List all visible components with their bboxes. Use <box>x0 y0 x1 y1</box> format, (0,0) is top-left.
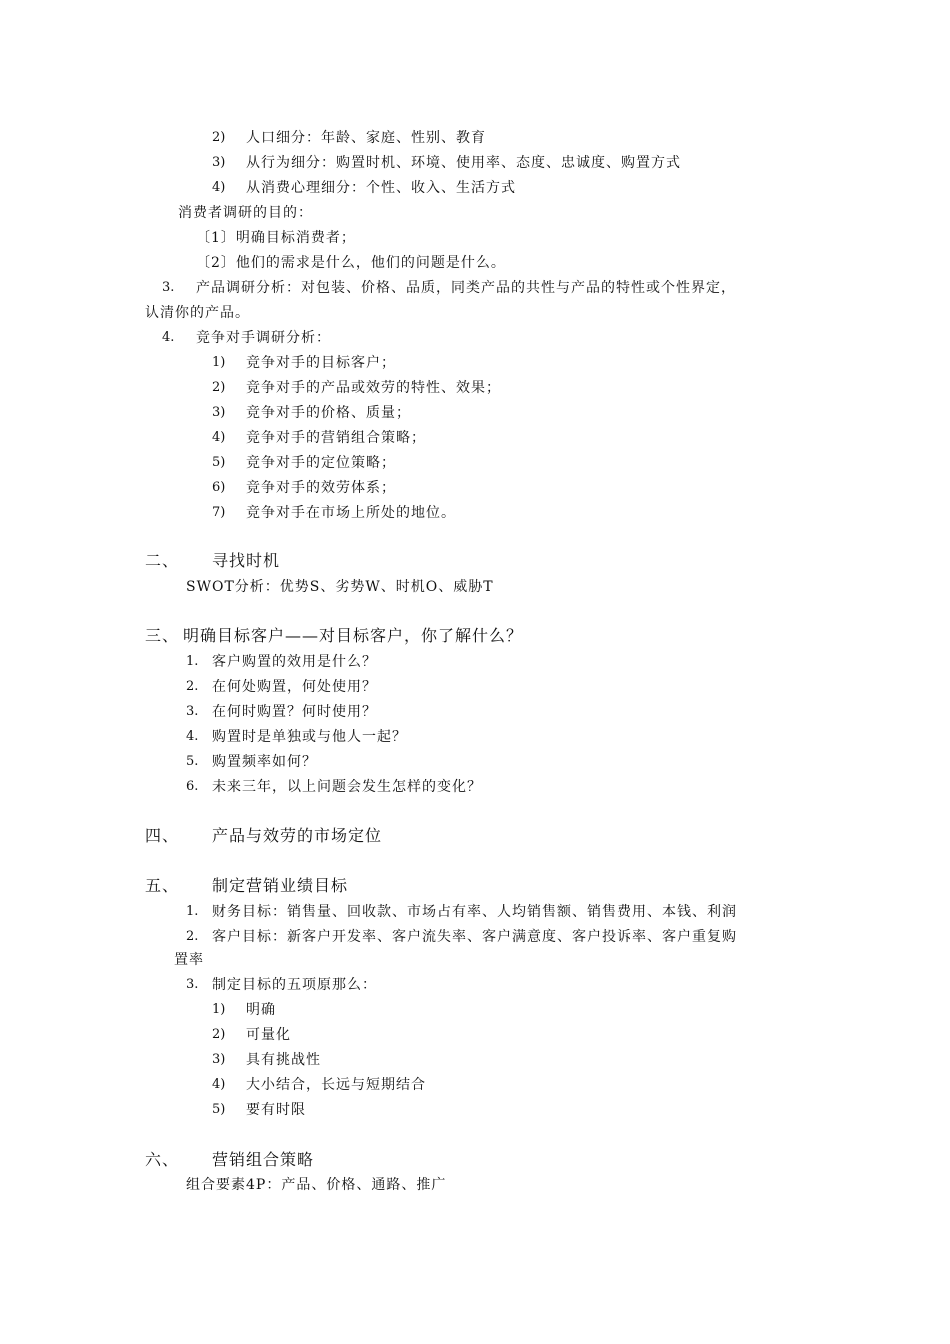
list-item: 竞争对手的定位策略； <box>246 455 396 471</box>
list-number: 4) <box>212 180 226 195</box>
list-item: 购置时是单独或与他人一起？ <box>212 729 407 745</box>
list-number: 7) <box>212 505 226 520</box>
list-number: 6) <box>212 480 226 495</box>
list-item: 竞争对手的效劳体系； <box>246 480 396 496</box>
section-number: 四、 <box>145 826 180 845</box>
list-number: 3. <box>162 280 175 295</box>
list-item: 大小结合，长远与短期结合 <box>246 1077 426 1093</box>
section-number: 二、 <box>145 551 180 570</box>
list-number: 1. <box>186 654 199 669</box>
list-number: 2) <box>212 1027 226 1042</box>
list-number: 5) <box>212 455 226 470</box>
list-number: 3) <box>212 1052 226 1067</box>
customer-goal: 客户目标：新客户开发率、客户流失率、客户满意度、客户投诉率、客户重复购 <box>212 929 737 945</box>
goal-principles-heading: 制定目标的五项原那么： <box>212 977 377 993</box>
list-number: 3. <box>186 704 199 719</box>
list-number: 4. <box>186 729 199 744</box>
list-number: 6. <box>186 779 199 794</box>
product-research-text-cont: 认清你的产品。 <box>145 305 250 321</box>
list-item: 在何处购置，何处使用？ <box>212 679 377 695</box>
list-item: 竞争对手的产品或效劳的特性、效果； <box>246 380 501 396</box>
list-item: 客户购置的效用是什么？ <box>212 654 377 670</box>
consumer-purpose-item: 〔1〕明确目标消费者； <box>196 230 356 246</box>
section-title: 明确目标客户——对目标客户，你了解什么？ <box>183 626 524 645</box>
section-title: 产品与效劳的市场定位 <box>212 826 383 845</box>
list-number: 1) <box>212 355 226 370</box>
list-item: 从行为细分：购置时机、环境、使用率、态度、忠诚度、购置方式 <box>246 155 681 171</box>
list-item: 人口细分：年龄、家庭、性别、教育 <box>246 130 486 146</box>
list-number: 4. <box>162 330 175 345</box>
list-number: 4) <box>212 430 226 445</box>
list-item: 未来三年，以上问题会发生怎样的变化？ <box>212 779 482 795</box>
list-number: 3) <box>212 155 226 170</box>
section-title: 营销组合策略 <box>212 1150 315 1169</box>
list-item: 竞争对手的目标客户； <box>246 355 396 371</box>
list-number: 3) <box>212 405 226 420</box>
list-item: 明确 <box>246 1002 276 1018</box>
list-number: 2) <box>212 380 226 395</box>
consumer-purpose-heading: 消费者调研的目的： <box>178 205 313 221</box>
customer-goal-cont: 置率 <box>174 952 204 968</box>
section-title: 寻找时机 <box>212 551 281 570</box>
list-number: 2) <box>212 130 226 145</box>
list-number: 3. <box>186 977 199 992</box>
list-number: 2. <box>186 929 199 944</box>
list-number: 4) <box>212 1077 226 1092</box>
section-number: 五、 <box>145 876 180 895</box>
product-research-text: 产品调研分析：对包装、价格、品质，同类产品的共性与产品的特性或个性界定， <box>196 280 736 296</box>
swot-text: SWOT分析：优势S、劣势W、时机O、威胁T <box>186 579 494 595</box>
list-item: 在何时购置？何时使用？ <box>212 704 377 720</box>
list-number: 1) <box>212 1002 226 1017</box>
list-item: 购置频率如何？ <box>212 754 317 770</box>
competitor-research-heading: 竞争对手调研分析： <box>196 330 331 346</box>
list-item: 竞争对手在市场上所处的地位。 <box>246 505 456 521</box>
list-number: 5) <box>212 1102 226 1117</box>
list-item: 具有挑战性 <box>246 1052 321 1068</box>
section-number: 三、 <box>145 626 180 645</box>
list-number: 2. <box>186 679 199 694</box>
list-item: 竞争对手的价格、质量； <box>246 405 411 421</box>
section-number: 六、 <box>145 1150 180 1169</box>
list-item: 要有时限 <box>246 1102 306 1118</box>
consumer-purpose-item: 〔2〕他们的需求是什么，他们的问题是什么。 <box>196 255 506 271</box>
list-item: 可量化 <box>246 1027 291 1043</box>
list-number: 5. <box>186 754 199 769</box>
list-item: 从消费心理细分：个性、收入、生活方式 <box>246 180 516 196</box>
section-title: 制定营销业绩目标 <box>212 876 349 895</box>
list-number: 1. <box>186 904 199 919</box>
financial-goal: 财务目标：销售量、回收款、市场占有率、人均销售额、销售费用、本钱、利润 <box>212 904 737 920</box>
marketing-mix-text: 组合要素4P：产品、价格、通路、推广 <box>186 1177 447 1193</box>
list-item: 竞争对手的营销组合策略； <box>246 430 426 446</box>
